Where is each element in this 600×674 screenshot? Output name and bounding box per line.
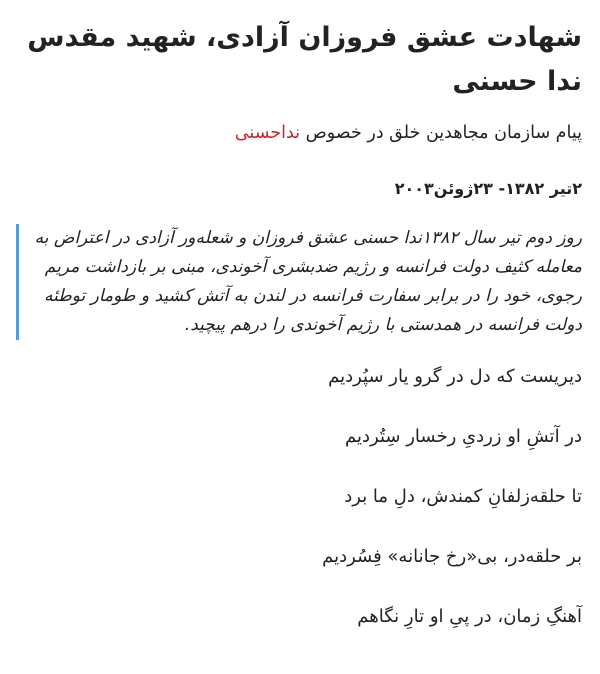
poem-line-3: تا حلقه‌زلفانِ کمندش، دلِ ما برد xyxy=(344,486,582,507)
article-title: شهادت عشق فروزان آزادی، شهید مقدس ندا حسنی xyxy=(27,22,582,97)
poem-line-1: دیریست که دل در گرو یار سپُردیم xyxy=(328,366,582,387)
poem-line-5: آهنگِ زمان، در پیِ او تارِ نگاهم xyxy=(357,606,582,627)
poem-line-2: در آتشِ او زردیِ رخسار سِتُردیم xyxy=(345,426,582,447)
article-quote: روز دوم تیر سال ۱۳۸۲ندا حسنی عشق فروزان و شعله‌ور آزادی در اعتراض به معامله کثیف دولت فرانسه و رژیم ضدبشری آخوندی، مبنی بر بازداشت مریم رجوی، خود را در برابر سفارت فرانسه در لندن به آتش کشید و طومار توطئه دولت فرانسه در همدستی با رژیم آخوندی را درهم پیچید. xyxy=(16,224,582,340)
article-date: ۲تیر ۱۳۸۲- ۲۳ژوئن۲۰۰۳ xyxy=(394,179,582,198)
subtitle-text: پیام سازمان مجاهدین خلق در خصوص xyxy=(300,123,582,143)
article-subtitle xyxy=(14,120,582,146)
poem xyxy=(14,362,582,632)
subtitle-link[interactable]: نداحسنی xyxy=(234,123,301,143)
poem-line-4: بر حلقه‌در، بی«رخ جانانه» فِسُردیم xyxy=(322,546,582,567)
